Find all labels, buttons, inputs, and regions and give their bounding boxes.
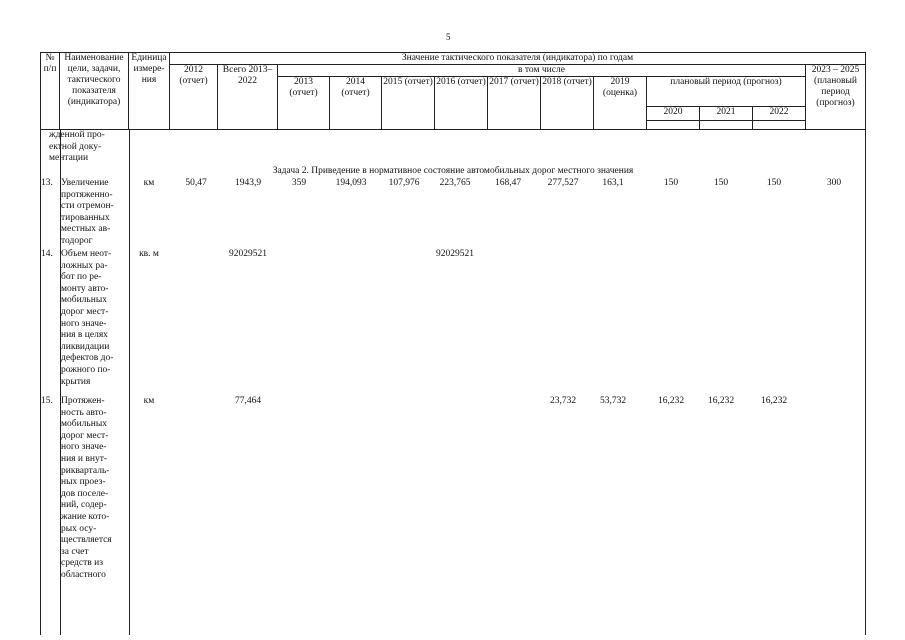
header-2021: 2021 [700, 107, 753, 121]
header-incl: в том числе [278, 65, 806, 77]
header-2014: 2014 (отчет) [330, 77, 382, 130]
header-2018: 2018 (отчет) [541, 77, 594, 130]
table-header [40, 52, 866, 130]
cell-2012: 50,47 [185, 178, 207, 188]
header-2017: 2017 (отчет) [488, 77, 541, 130]
task-title: Задача 2. Приведение в нормативное состояние автомобильных дорог местного значения [272, 166, 634, 176]
header-2023: 2023 – 2025 (плановый период (прогноз) [806, 65, 866, 130]
row-index: 14. [41, 249, 53, 259]
header-total: Всего 2013–2022 [218, 65, 278, 130]
cell-2018: 277,527 [547, 178, 579, 188]
header-2020: 2020 [647, 107, 700, 121]
header-2022: 2022 [753, 107, 806, 121]
cell-2020: 16,232 [657, 396, 685, 406]
cell-2016: 223,765 [439, 178, 471, 188]
row-name: Увеличение протяженно- сти отремон- тированных местных ав- тодорог [61, 178, 114, 246]
header-col-no: № п/п [41, 53, 60, 130]
header-2012: 2012 (отчет) [170, 65, 218, 130]
cell-total: 1943,9 [234, 178, 262, 188]
cell-total: 77,464 [234, 396, 262, 406]
carryover-text: жденной про- ектной доку- ментации [49, 130, 105, 164]
cell-2017: 168,47 [494, 178, 522, 188]
cell-2016: 92029521 [436, 249, 474, 259]
cell-2019: 163,1 [602, 178, 624, 188]
cell-total: 92029521 [229, 249, 267, 259]
row-index: 15. [41, 396, 53, 406]
row-name: Объем неот- ложных ра- бот по ре- монту авто- мобильных дорог мест- ного значе- ния в целях ликвидации дефектов до- рожного по- крытия [61, 249, 114, 387]
row-name: Протяжен- ность авто- мобильных дорог мест- ного значе- ния и внут- рикварталь- ных проез- дов поселе- ний, содер- жание кото- рых осу- ществляется за счет средств из областного [61, 396, 112, 580]
table-body [40, 130, 866, 635]
row-unit: км [143, 396, 155, 406]
row-index: 13. [41, 178, 53, 188]
header-2019: 2019 (оценка) [594, 77, 647, 130]
page-number: 5 [446, 32, 451, 42]
row-unit: км [143, 178, 155, 188]
row-unit: кв. м [139, 249, 159, 259]
header-2015: 2015 (отчет) [382, 77, 435, 130]
cell-2019: 53,732 [599, 396, 627, 406]
header-col-values: Значение тактического показателя (индикатора) по годам [170, 53, 866, 65]
header-2013: 2013 (отчет) [278, 77, 330, 130]
cell-2013: 359 [291, 178, 307, 188]
header-col-name: Наименование цели, задачи, тактического показателя (индикатора) [60, 53, 129, 130]
cell-2022: 16,232 [760, 396, 788, 406]
header-planned: плановый период (прогноз) [647, 77, 806, 107]
cell-2015: 107,976 [388, 178, 420, 188]
cell-2020: 150 [663, 178, 679, 188]
cell-2018: 23,732 [549, 396, 577, 406]
header-2016: 2016 (отчет) [435, 77, 488, 130]
cell-2022: 150 [766, 178, 782, 188]
header-col-unit: Единица измере- ния [129, 53, 170, 130]
cell-2023: 300 [826, 178, 842, 188]
cell-2021: 16,232 [707, 396, 735, 406]
cell-2014: 194,093 [335, 178, 367, 188]
cell-2021: 150 [713, 178, 729, 188]
